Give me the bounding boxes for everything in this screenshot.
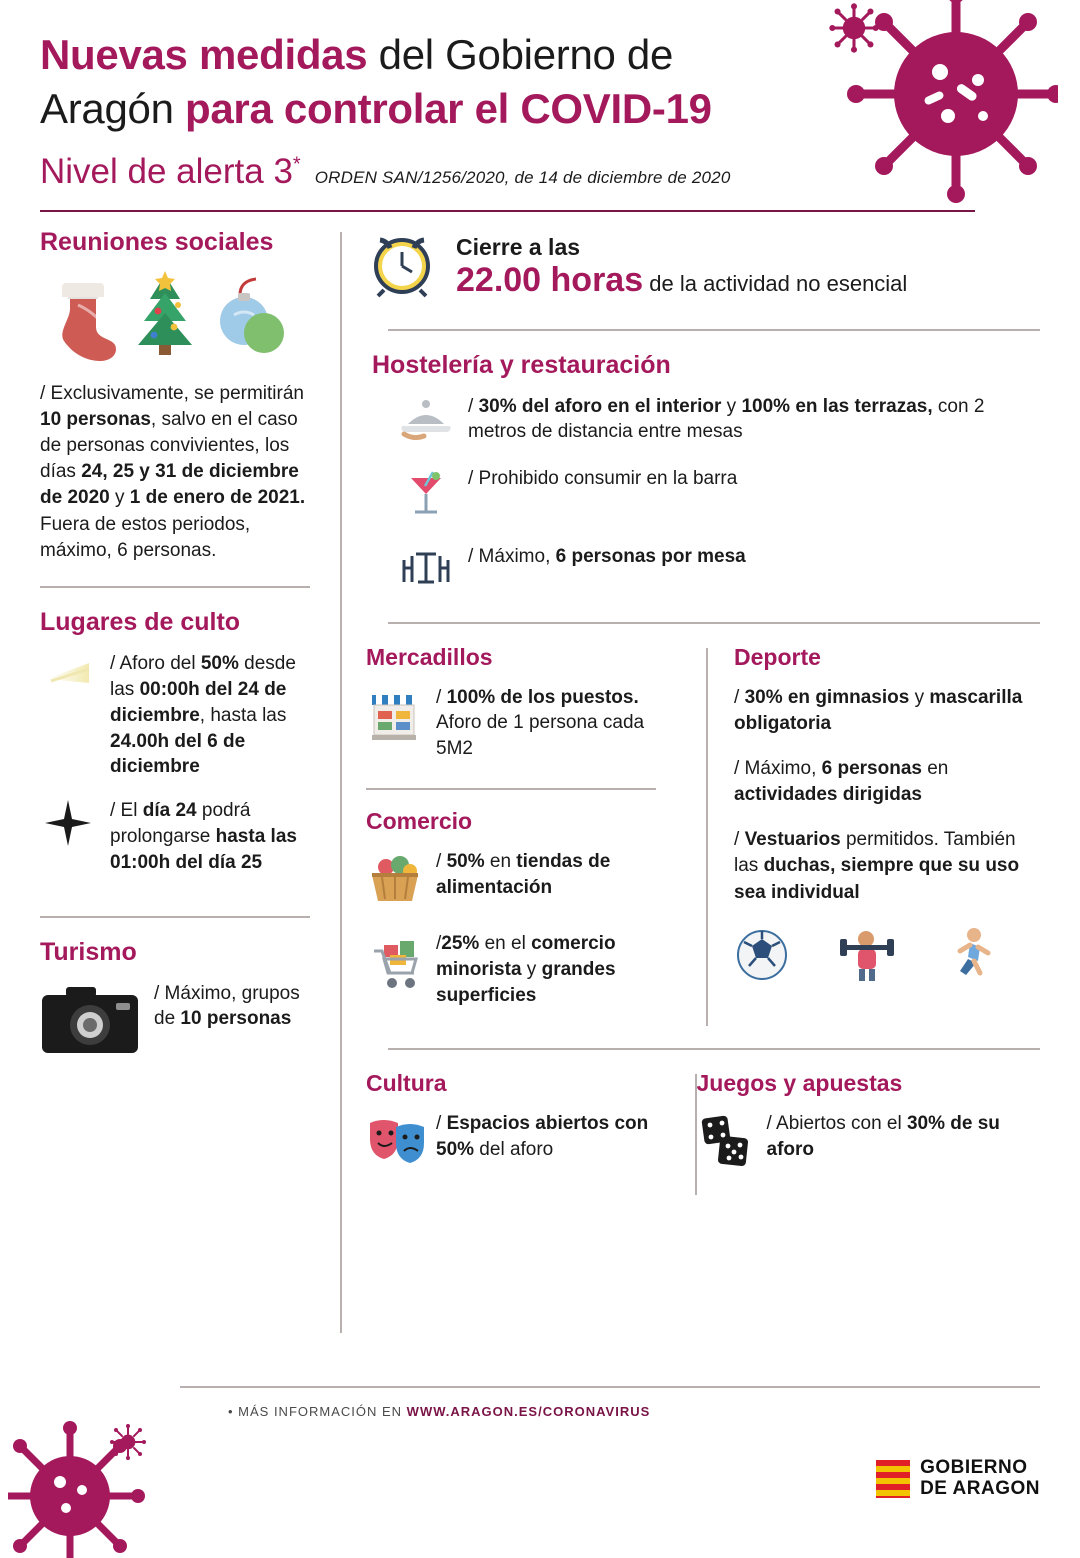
sport-column bbox=[708, 644, 1040, 1027]
hospitality-item-2-text: / Prohibido consumir en la barra bbox=[468, 467, 738, 489]
government-logo-text bbox=[920, 1458, 1040, 1500]
culture-column bbox=[366, 1070, 695, 1195]
social-text: / Exclusivamente, se permitirán 10 personas, salvo en el caso de personas convivientes, los días 24, 25 y 31 de diciembre de 2020 y 1 de enero de 2021. Fuera de estos periodos, máximo, 6 personas. bbox=[40, 382, 306, 561]
section-title-tourism: Turismo bbox=[40, 937, 137, 966]
commerce-item-2-text: /25% en el comercio minorista y grandes superficies bbox=[436, 932, 616, 1006]
closure-suffix: de la actividad no esencial bbox=[649, 271, 908, 296]
hospitality-item-2 bbox=[398, 466, 1040, 526]
alert-level bbox=[40, 152, 301, 192]
christmas-stocking-icon bbox=[48, 275, 118, 361]
section-title-gambling: Juegos y apuestas bbox=[696, 1070, 903, 1097]
section-title-markets: Mercadillos bbox=[366, 643, 493, 670]
hospitality-item-3-text: / Máximo, 6 personas por mesa bbox=[468, 545, 746, 567]
gambling-column bbox=[697, 1070, 1040, 1195]
title-highlight-1: Nuevas medidas bbox=[40, 31, 368, 78]
christmas-icons-row bbox=[48, 271, 318, 361]
worship-item-2-text: / El día 24 podrá prolongarse hasta las 01:00h del día 25 bbox=[110, 800, 297, 873]
section-title-sport: Deporte bbox=[734, 643, 821, 670]
camera-icon bbox=[40, 981, 140, 1061]
worship-item-1-text: / Aforo del 50% desde las 00:00h del 24 de diciembre, hasta las 24.00h del 6 de diciembre bbox=[110, 653, 296, 778]
christmas-tree-icon bbox=[128, 271, 202, 361]
sport-item-1: / 30% en gimnasios y mascarilla obligatoria bbox=[734, 686, 1023, 735]
tourism-text: / Máximo, grupos de 10 personas bbox=[154, 982, 300, 1030]
bottom-columns bbox=[366, 1070, 1040, 1195]
virus-illustration-footer-small-icon bbox=[108, 1422, 148, 1462]
virus-illustration-small-icon bbox=[828, 2, 880, 54]
sport-item-2: / Máximo, 6 personas en actividades dirigidas bbox=[734, 757, 949, 806]
hospitality-section bbox=[366, 351, 1040, 596]
right-column bbox=[342, 228, 1040, 1333]
sport-icons-row bbox=[734, 925, 1040, 983]
footer-divider bbox=[180, 1386, 1040, 1388]
divider-left-2 bbox=[40, 916, 310, 918]
worship-item-2 bbox=[40, 798, 318, 875]
page-title-line-1 bbox=[40, 28, 820, 82]
middle-columns bbox=[366, 644, 1040, 1027]
section-title-worship: Lugares de culto bbox=[40, 608, 241, 637]
section-title-culture: Cultura bbox=[366, 1070, 447, 1097]
title-rest-1: del Gobierno de bbox=[367, 31, 674, 78]
market-stall-icon bbox=[366, 685, 422, 751]
closure-line-2 bbox=[456, 261, 907, 300]
sport-item-3: / Vestuarios permitidos. También las duchas, siempre que su uso sea individual bbox=[734, 828, 1020, 904]
christmas-bauble-icon bbox=[212, 271, 286, 361]
shopping-cart-icon bbox=[366, 931, 422, 1001]
culture-item bbox=[366, 1111, 675, 1173]
section-title-commerce: Comercio bbox=[366, 807, 473, 834]
aragon-flag-icon bbox=[876, 1460, 910, 1498]
weightlifting-icon bbox=[836, 927, 898, 983]
left-column bbox=[40, 228, 340, 1333]
star-burst-icon bbox=[40, 798, 96, 852]
gov-line-2: DE ARAGON bbox=[920, 1478, 1040, 1500]
hospitality-item-3 bbox=[398, 544, 1040, 596]
divider-right-2 bbox=[388, 622, 1040, 624]
table-chairs-icon bbox=[398, 544, 454, 596]
cocktail-icon bbox=[398, 466, 454, 526]
title-highlight-2: para controlar el COVID-19 bbox=[185, 84, 712, 132]
gov-line-1: GOBIERNO bbox=[920, 1457, 1028, 1479]
more-info-line bbox=[228, 1404, 650, 1419]
section-title-social: Reuniones sociales bbox=[40, 227, 274, 256]
commerce-item-2 bbox=[366, 931, 686, 1008]
running-icon bbox=[944, 925, 996, 983]
markets-text: / 100% de los puestos. Aforo de 1 persona cada 5M2 bbox=[436, 686, 645, 760]
government-logo bbox=[876, 1458, 1040, 1500]
commerce-item-1-text: / 50% en tiendas de alimentación bbox=[436, 850, 611, 898]
commerce-item-1 bbox=[366, 849, 686, 913]
culture-text: / Espacios abiertos con 50% del aforo bbox=[436, 1113, 649, 1161]
header-divider bbox=[40, 210, 975, 212]
dice-icon bbox=[697, 1111, 753, 1177]
hospitality-item-1 bbox=[398, 394, 1040, 448]
markets-item bbox=[366, 685, 686, 762]
header bbox=[40, 0, 1040, 212]
divider-right-3 bbox=[388, 1048, 1040, 1050]
alarm-clock-icon bbox=[366, 228, 438, 307]
markets-commerce-column bbox=[366, 644, 706, 1027]
closure-line-1: Cierre a las bbox=[456, 234, 581, 260]
alert-level-asterisk: * bbox=[292, 152, 301, 175]
more-info-url[interactable]: WWW.ARAGON.ES/CORONAVIRUS bbox=[406, 1404, 651, 1419]
divider-left-1 bbox=[40, 586, 310, 588]
gambling-item bbox=[697, 1111, 1040, 1177]
hospitality-item-1-text: / 30% del aforo en el interior y 100% en las terrazas, con 2 metros de distancia entre mesas bbox=[468, 395, 985, 443]
closure-hours: 22.00 horas bbox=[456, 261, 644, 299]
section-title-hospitality: Hostelería y restauración bbox=[372, 350, 671, 379]
sport-list bbox=[734, 685, 1040, 907]
divider-right-1 bbox=[388, 329, 1040, 331]
soccer-ball-icon bbox=[734, 927, 790, 983]
subtitle-row bbox=[40, 152, 820, 192]
shopping-basket-icon bbox=[366, 849, 422, 913]
page-title-line-2 bbox=[40, 82, 820, 136]
divider-markets-commerce bbox=[366, 788, 656, 790]
alert-level-text: Nivel de alerta 3 bbox=[40, 151, 293, 191]
closure-text bbox=[456, 234, 907, 300]
gambling-text: / Abiertos con el 30% de su aforo bbox=[766, 1113, 1000, 1161]
tourism-item bbox=[40, 981, 318, 1061]
serving-dish-icon bbox=[398, 394, 454, 448]
order-reference: ORDEN SAN/1256/2020, de 14 de diciembre de 2020 bbox=[314, 167, 731, 187]
more-info-prefix: • MÁS INFORMACIÓN EN bbox=[228, 1404, 407, 1419]
light-ray-icon bbox=[40, 651, 96, 699]
theater-masks-icon bbox=[366, 1111, 422, 1173]
content-area bbox=[40, 228, 1040, 1333]
closure-block bbox=[366, 228, 1040, 307]
worship-item-1 bbox=[40, 651, 318, 780]
footer bbox=[0, 1378, 1080, 1528]
title-rest-2: Aragón bbox=[40, 84, 186, 132]
